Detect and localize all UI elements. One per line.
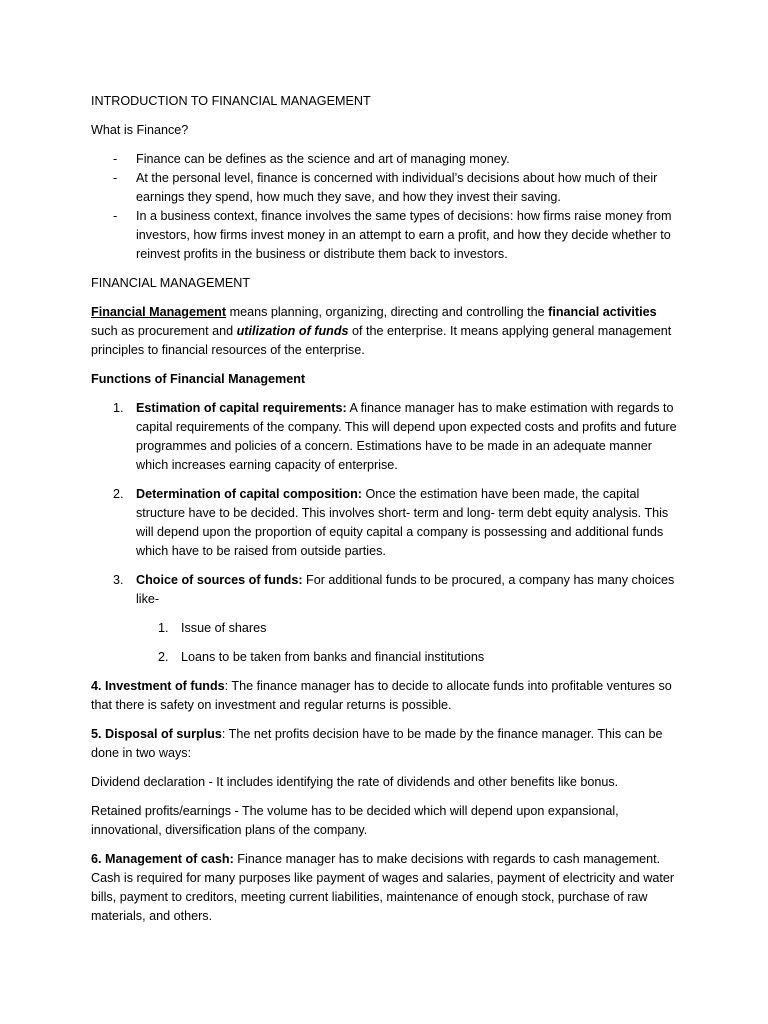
sources-sublist — [136, 619, 681, 667]
dividend-paragraph: Dividend declaration - It includes identifying the rate of dividends and other benefits like bonus. — [91, 775, 619, 789]
dash-bullet-icon: - — [113, 152, 118, 166]
list-number: 2. — [158, 650, 169, 664]
finance-bullet-list — [91, 150, 681, 264]
dash-bullet-icon: - — [113, 171, 118, 185]
bullet-text: In a business context, finance involves the same types of decisions: how firms raise money from investors, how firms invest money in an attempt to earn a profit, and how they decide whether to reinvest profits in the business or distribute them back to investors. — [136, 209, 672, 261]
list-item — [91, 399, 681, 475]
section-heading-financial-management: FINANCIAL MANAGEMENT — [91, 276, 251, 290]
list-number: 1. — [158, 621, 169, 635]
list-number: 2. — [113, 487, 124, 501]
function-title: Choice of sources of funds: — [136, 573, 303, 587]
document-title: INTRODUCTION TO FINANCIAL MANAGEMENT — [91, 94, 371, 108]
fm-bold-italic-phrase: utilization of funds — [236, 324, 349, 338]
list-item — [91, 485, 681, 561]
list-item — [91, 169, 681, 207]
function-title: Estimation of capital requirements: — [136, 401, 347, 415]
fm-term: Financial Management — [91, 305, 227, 319]
sub-item-text: Issue of shares — [181, 621, 267, 635]
fm-text: such as procurement and — [91, 324, 237, 338]
functions-list — [91, 399, 681, 667]
section-heading-what-is-finance: What is Finance? — [91, 123, 189, 137]
document-page — [91, 92, 681, 936]
retained-paragraph: Retained profits/earnings - The volume has to be decided which will depend upon expansional, innovational, diversification plans of the company. — [91, 804, 619, 837]
fm-bold-phrase: financial activities — [548, 305, 657, 319]
investment-text: : The finance manager has to decide to allocate funds into profitable ventures so that there is safety on investment and regular returns is possible. — [91, 679, 672, 712]
dash-bullet-icon: - — [113, 209, 118, 223]
list-item — [136, 648, 681, 667]
functions-heading: Functions of Financial Management — [91, 372, 306, 386]
sub-item-text: Loans to be taken from banks and financial institutions — [181, 650, 485, 664]
fm-definition-paragraph — [91, 303, 681, 360]
disposal-text: : The net profits decision have to be made by the finance manager. This can be done in two ways: — [91, 727, 663, 760]
cash-text: Finance manager has to make decisions with regards to cash management. Cash is required for many purposes like payment of wages and salaries, payment of electricity and water bills, payment to creditors, meeting current liabilities, maintenance of enough stock, purchase of raw materials, and others. — [91, 852, 675, 923]
function-title: Determination of capital composition: — [136, 487, 363, 501]
cash-title: 6. Management of cash: — [91, 852, 234, 866]
disposal-paragraph — [91, 725, 681, 763]
list-item — [91, 207, 681, 264]
fm-text: of the enterprise. It means applying general management principles to financial resources of the enterprise. — [91, 324, 672, 357]
function-text: For additional funds to be procured, a company has many choices like- — [136, 573, 675, 606]
list-item — [91, 571, 681, 667]
cash-paragraph — [91, 850, 681, 926]
list-number: 1. — [113, 401, 124, 415]
list-number: 3. — [113, 573, 124, 587]
function-text: A finance manager has to make estimation with regards to capital requirements of the company. This will depend upon expected costs and profits and future programmes and policies of a concern. Estimations have to be made in an adequate manner which increases earning capacity of enterprise. — [136, 401, 677, 472]
investment-title: 4. Investment of funds — [91, 679, 225, 693]
investment-paragraph — [91, 677, 681, 715]
bullet-text: Finance can be defines as the science and art of managing money. — [136, 152, 510, 166]
fm-text: means planning, organizing, directing and controlling the — [226, 305, 549, 319]
list-item — [136, 619, 681, 638]
bullet-text: At the personal level, finance is concerned with individual’s decisions about how much of their earnings they spend, how much they save, and how they invest their saving. — [136, 171, 658, 204]
disposal-title: 5. Disposal of surplus — [91, 727, 222, 741]
function-text: Once the estimation have been made, the capital structure have to be decided. This involves short- term and long- term debt equity analysis. This will depend upon the proportion of equity capital a company is possessing and additional funds which have to be raised from outside parties. — [136, 487, 669, 558]
list-item — [91, 150, 681, 169]
